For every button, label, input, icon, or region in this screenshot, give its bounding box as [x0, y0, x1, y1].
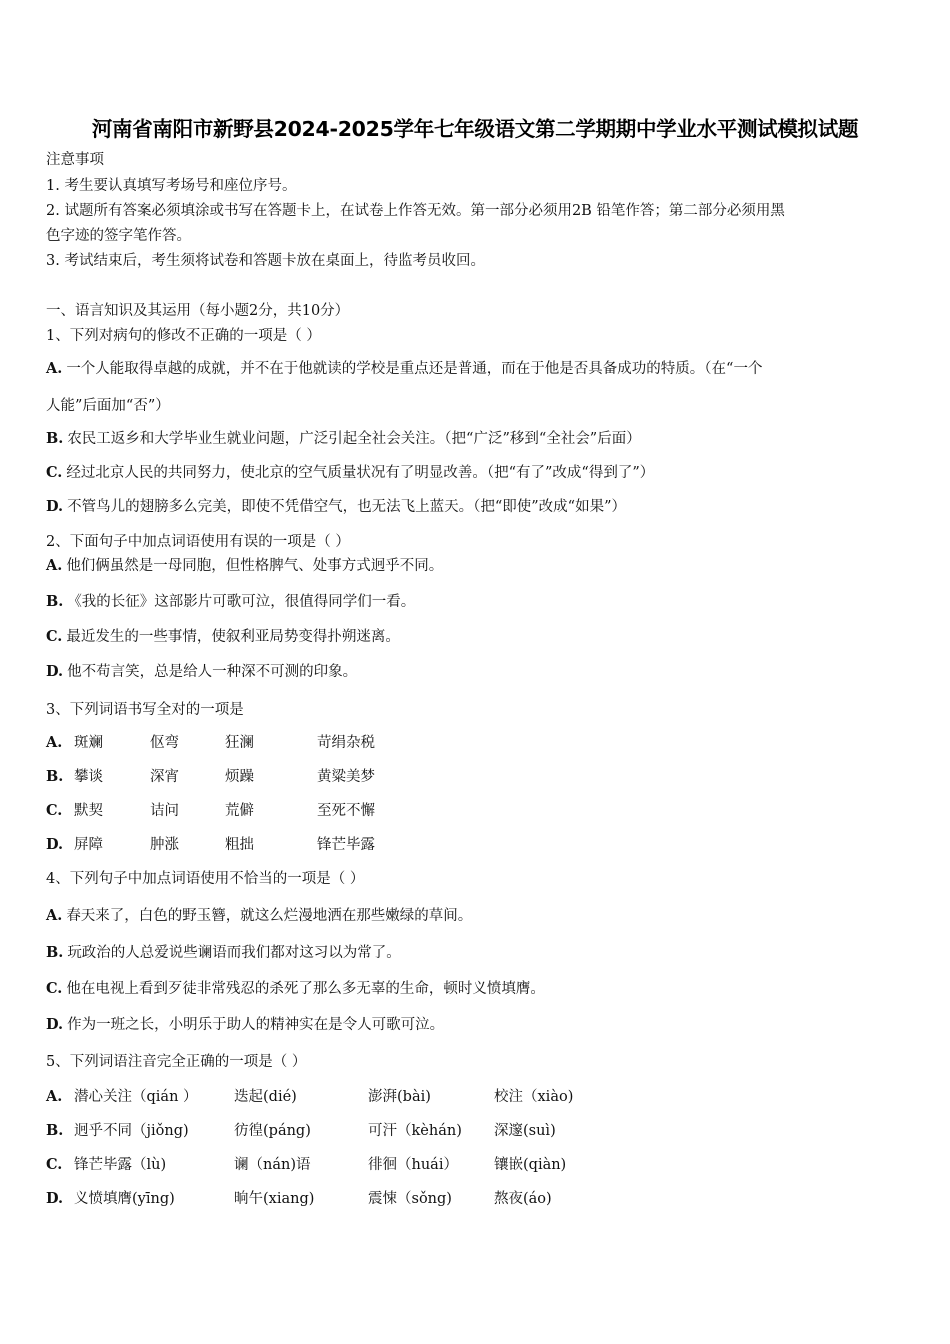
word: 黄粱美梦: [317, 769, 375, 785]
word: 攀谈: [74, 769, 103, 785]
option-text: 人能”后面加“否”）: [46, 398, 170, 414]
option-item: [46, 592, 415, 612]
option-text: 春天来了，白色的野玉簪，就这么烂漫地洒在那些嫩绿的草间。: [66, 908, 473, 924]
option-label: C.: [46, 802, 63, 819]
option-text: 经过北京人民的共同努力，使北京的空气质量状况有了明显改善。（把“有了”改成“得到了”）: [66, 465, 655, 481]
notice-item: 3. 考试结束后，考生须将试卷和答题卡放在桌面上，待监考员收回。: [46, 253, 485, 269]
question-stem: 1、下列对病句的修改不正确的一项是（ ）: [46, 328, 321, 344]
word: 至死不懈: [317, 803, 375, 819]
pinyin-item: 锋芒毕露（lù): [74, 1157, 167, 1173]
option-label: A.: [46, 734, 63, 751]
word: 肿涨: [150, 837, 179, 853]
option-text: 玩政治的人总爱说些谰语而我们都对这习以为常了。: [67, 945, 401, 961]
word: 屏障: [74, 837, 103, 853]
question-stem: 5、下列词语注音完全正确的一项是（ ）: [46, 1054, 307, 1070]
option-label: D.: [46, 1190, 64, 1207]
word-row: [46, 767, 906, 787]
pinyin-item: 迭起(dié): [234, 1089, 297, 1105]
option-item: [46, 662, 357, 682]
word: 斑斓: [74, 735, 103, 751]
option-item: [46, 359, 762, 379]
option-text: 他在电视上看到歹徒非常残忍的杀死了那么多无辜的生命，顿时义愤填膺。: [66, 981, 545, 997]
pinyin-item: 深邃(suì): [494, 1123, 556, 1139]
word: 诘问: [150, 803, 179, 819]
option-label: B.: [46, 1122, 64, 1139]
pinyin-row: [46, 1087, 906, 1107]
pinyin-item: 校注（xiào): [494, 1089, 574, 1105]
option-text: 作为一班之长，小明乐于助人的精神实在是令人可歌可泣。: [67, 1017, 445, 1033]
option-item: [46, 943, 401, 963]
word: 默契: [74, 803, 103, 819]
pinyin-item: 迥乎不同（jiǒng): [74, 1123, 189, 1139]
option-label: B.: [46, 768, 64, 785]
option-label: A.: [46, 1088, 63, 1105]
word-row: [46, 733, 906, 753]
pinyin-item: 义愤填膺(yīng): [74, 1191, 175, 1207]
word: 深宵: [150, 769, 179, 785]
word: 苛绢杂税: [317, 735, 375, 751]
pinyin-row: [46, 1155, 906, 1175]
word-row: [46, 835, 906, 855]
pinyin-item: 徘徊（huái）: [368, 1157, 458, 1173]
option-label: D.: [46, 663, 64, 680]
notice-heading: 注意事项: [46, 152, 104, 168]
option-text: 一个人能取得卓越的成就，并不在于他就读的学校是重点还是普通，而在于他是否具备成功的特质。（在“一个: [66, 361, 763, 377]
section-heading: 一、语言知识及其运用（每小题2分，共10分）: [46, 303, 350, 319]
pinyin-item: 潜心关注（qián ）: [74, 1089, 198, 1105]
option-label: A.: [46, 360, 63, 377]
option-label: C.: [46, 1156, 63, 1173]
option-label: A.: [46, 557, 63, 574]
option-label: A.: [46, 907, 63, 924]
notice-item: 1. 考生要认真填写考场号和座位序号。: [46, 178, 297, 194]
option-text: 农民工返乡和大学毕业生就业问题，广泛引起全社会关注。（把“广泛”移到“全社会”后面）: [67, 431, 641, 447]
option-label: D.: [46, 498, 64, 515]
question-stem: 2、下面句子中加点词语使用有误的一项是（ ）: [46, 534, 350, 550]
option-item: [46, 627, 400, 647]
word: 锋芒毕露: [317, 837, 375, 853]
pinyin-item: 彷徨(páng): [234, 1123, 311, 1139]
question-stem: 3、下列词语书写全对的一项是: [46, 702, 244, 718]
word: 狂澜: [225, 735, 254, 751]
word-row: [46, 801, 906, 821]
word: 粗拙: [225, 837, 254, 853]
option-item: [46, 396, 170, 416]
option-label: B.: [46, 430, 64, 447]
option-text: 最近发生的一些事情，使叙利亚局势变得扑朔迷离。: [66, 629, 400, 645]
option-text: 不管鸟儿的翅膀多么完美，即使不凭借空气，也无法飞上蓝天。（把“即使”改成“如果”）: [67, 499, 627, 515]
option-label: C.: [46, 980, 63, 997]
option-text: 《我的长征》这部影片可歌可泣，很值得同学们一看。: [67, 594, 416, 610]
pinyin-item: 澎湃(bài): [368, 1089, 431, 1105]
option-text: 他们俩虽然是一母同胞，但性格脾气、处事方式迥乎不同。: [66, 558, 444, 574]
word: 荒僻: [225, 803, 254, 819]
option-item: [46, 979, 545, 999]
option-item: [46, 463, 654, 483]
pinyin-item: 熬夜(áo): [494, 1191, 552, 1207]
pinyin-item: 震悚（sǒng): [368, 1191, 452, 1207]
notice-item: 色字迹的签字笔作答。: [46, 228, 191, 244]
notice-item: 2. 试题所有答案必须填涂或书写在答题卡上，在试卷上作答无效。第一部分必须用2B 铅笔作答；第二部分必须用黑: [46, 203, 785, 219]
option-label: C.: [46, 628, 63, 645]
option-label: B.: [46, 593, 64, 610]
pinyin-item: 谰（nán)语: [234, 1157, 311, 1173]
option-text: 他不苟言笑，总是给人一种深不可测的印象。: [67, 664, 358, 680]
page-title: 河南省南阳市新野县2024-2025学年七年级语文第二学期期中学业水平测试模拟试题: [91, 117, 859, 141]
option-label: D.: [46, 836, 64, 853]
pinyin-item: 可汗（kèhán): [368, 1123, 462, 1139]
option-item: [46, 1015, 444, 1035]
pinyin-row: [46, 1121, 906, 1141]
question-stem: 4、下列句子中加点词语使用不恰当的一项是（ ）: [46, 871, 365, 887]
option-label: C.: [46, 464, 63, 481]
pinyin-item: 镶嵌(qiàn): [494, 1157, 567, 1173]
word: 烦躁: [225, 769, 254, 785]
option-item: [46, 556, 443, 576]
pinyin-item: 晌午(xiang): [234, 1191, 315, 1207]
option-item: [46, 906, 472, 926]
option-label: D.: [46, 1016, 64, 1033]
option-item: [46, 429, 641, 449]
pinyin-row: [46, 1189, 906, 1209]
word: 伛弯: [150, 735, 179, 751]
option-label: B.: [46, 944, 64, 961]
option-item: [46, 497, 626, 517]
